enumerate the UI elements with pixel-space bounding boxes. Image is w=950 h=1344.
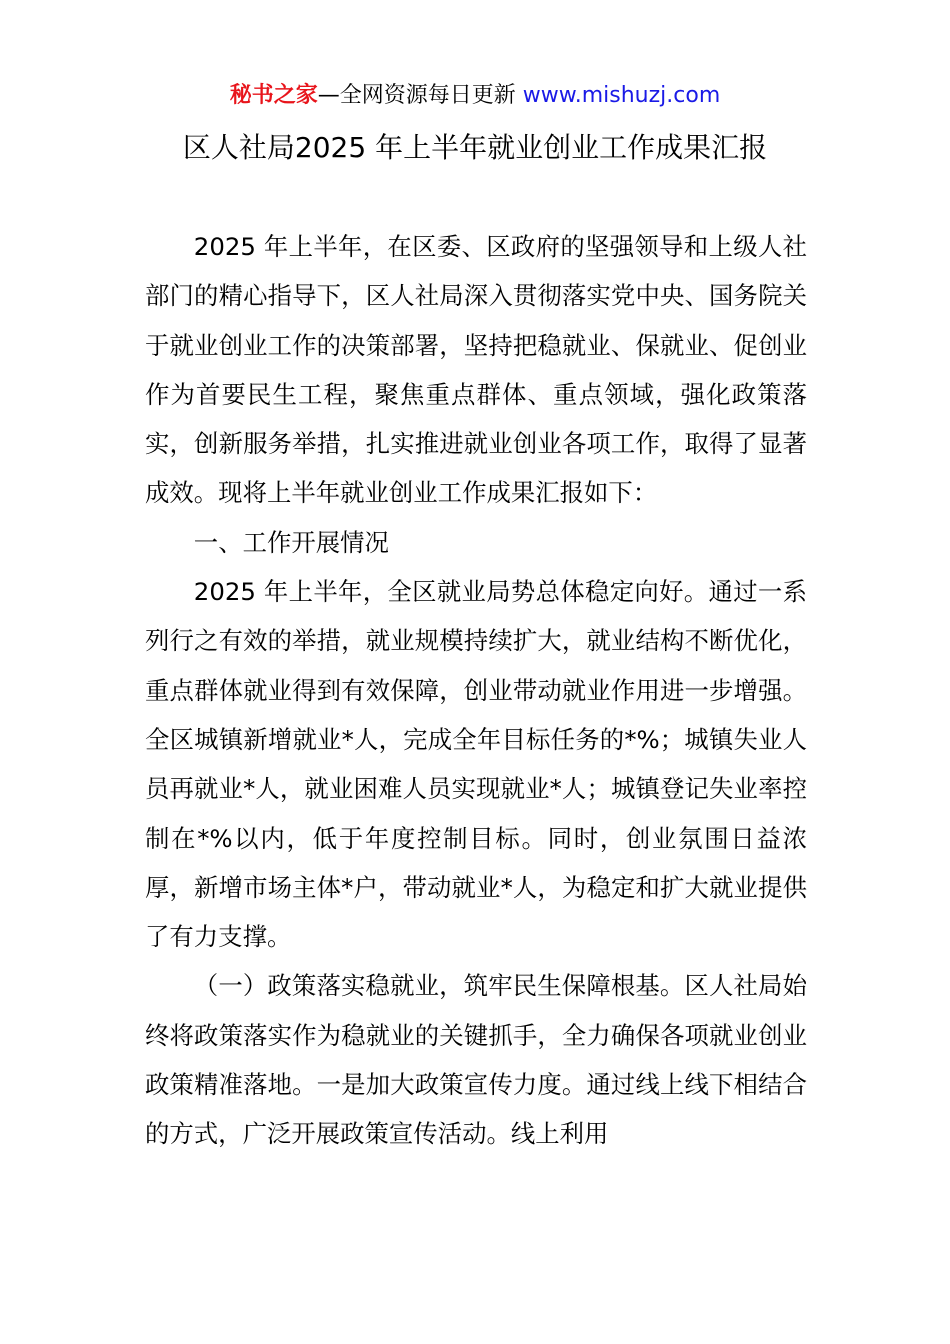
paragraph-overview: 2025 年上半年，全区就业局势总体稳定向好。通过一系列行之有效的举措，就业规模持续扩大，就业结构不断优化，重点群体就业得到有效保障，创业带动就业作用进一步增强。全区城镇新增就业*人，完成全年目标任务的*%；城镇失业人员再就业*人，就业困难人员实现就业*人；城镇登记失业率控制在*%以内，低于年度控制目标。同时，创业氛围日益浓厚，新增市场主体*户，带动就业*人，为稳定和扩大就业提供了有力支撑。 bbox=[145, 577, 807, 952]
site-header bbox=[0, 80, 950, 112]
section-heading: 一、工作开展情况 bbox=[193, 527, 389, 557]
header-brand: 秘书之家 bbox=[229, 83, 318, 108]
document-title: 区人社局2025 年上半年就业创业工作成果汇报 bbox=[182, 131, 768, 164]
document-body bbox=[145, 222, 807, 1159]
header-url-link[interactable]: www.mishuzj.com bbox=[522, 83, 721, 108]
header-tagline: —全网资源每日更新 bbox=[317, 83, 523, 108]
paragraph-policy: （一）政策落实稳就业，筑牢民生保障根基。区人社局始终将政策落实作为稳就业的关键抓手，全力确保各项就业创业政策精准落地。一是加大政策宣传力度。通过线上线下相结合的方式，广泛开展政策宣传活动。线上利用 bbox=[145, 971, 807, 1149]
paragraph-intro: 2025 年上半年，在区委、区政府的坚强领导和上级人社部门的精心指导下，区人社局深入贯彻落实党中央、国务院关于就业创业工作的决策部署，坚持把稳就业、保就业、促创业作为首要民生工程，聚焦重点群体、重点领域，强化政策落实，创新服务举措，扎实推进就业创业各项工作，取得了显著成效。现将上半年就业创业工作成果汇报如下： bbox=[145, 232, 807, 508]
